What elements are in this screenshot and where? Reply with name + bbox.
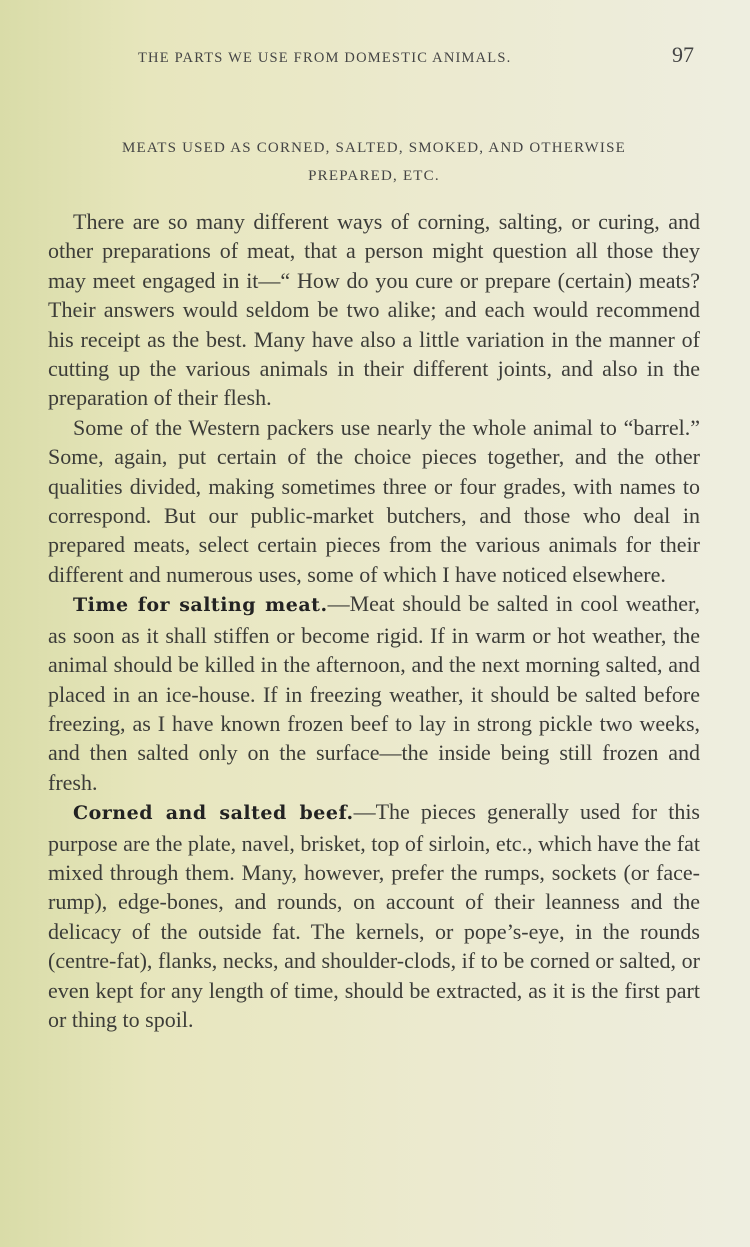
- paragraph-intro: There are so many different ways of corning, salting, or curing, and other preparations of meat, that a person might question all those they may meet engaged in it—“ How do you cure or prepare (certain) meats? Their answers would seldom be two alike; and each would recommend his receipt as the best. Many have also a little variation in the manner of cutting up the various animals in their different joints, and also in the preparation of their flesh.: [48, 209, 700, 411]
- paragraph-corned-salted-beef: [48, 797, 700, 1034]
- section-heading-line-1: MEATS USED AS CORNED, SALTED, SMOKED, AND OTHERWISE: [121, 140, 626, 156]
- paragraph-text-time-for-salting: —Meat should be salted in cool weather, as soon as it shall stiffen or become rigid. If in warm or hot weather, the animal should be killed in the afternoon, and the next morning salted, and placed in an ice-house. If in freezing weather, it should be salted before freezing, as I have known frozen beef to lay in strong pickle two weeks, and then salted only on the surface—the inside being still frozen and fresh.: [48, 591, 700, 795]
- paragraph-western-packers: Some of the Western packers use nearly the whole animal to “barrel.” Some, again, put certain of the choice pieces together, and the other qualities divided, making sometimes three or four grades, with names to correspond. But our public-market butchers, and those who deal in prepared meats, select certain pieces from the various animals for their different and numerous uses, some of which I have noticed elsewhere.: [48, 414, 700, 587]
- run-in-heading-corned-beef: Corned and salted beef.: [73, 802, 354, 825]
- page-number: 97: [672, 42, 694, 67]
- section-heading-line-2: PREPARED, ETC.: [308, 168, 440, 184]
- paragraph-text-corned-beef: —The pieces generally used for this purpose are the plate, navel, brisket, top of sirloin, etc., which have the fat mixed through them. Many, however, prefer the rumps, sockets (or face-rump), edge-bones, and rounds, on account of their leanness and the delicacy of the outside fat. The kernels, or pope’s-eye, in the rounds (centre-fat), flanks, necks, and shoulder-clods, if to be corned or salted, or even kept for any length of time, should be extracted, as it is the first part or thing to spoil.: [48, 799, 700, 1032]
- paragraph-time-for-salting: [48, 589, 700, 797]
- section-heading: [48, 134, 700, 190]
- run-in-heading-time-for-salting: Time for salting meat.: [73, 594, 328, 617]
- body-text: [48, 207, 700, 1034]
- running-head: THE PARTS WE USE FROM DOMESTIC ANIMALS.: [138, 50, 512, 66]
